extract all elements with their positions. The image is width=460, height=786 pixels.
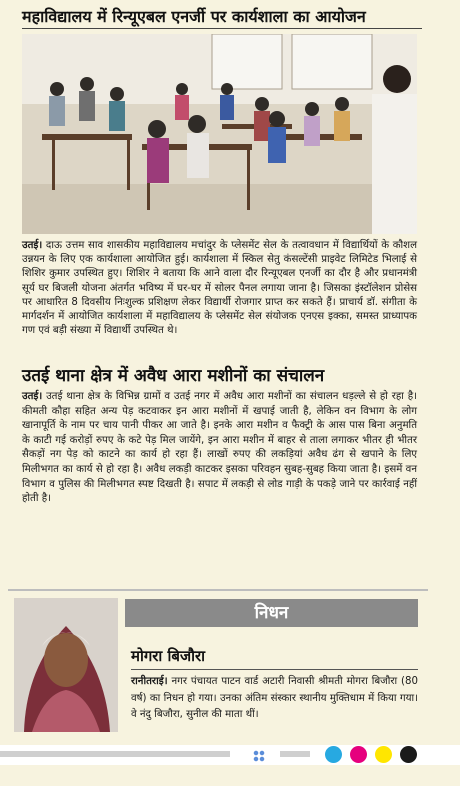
print-registration-bar xyxy=(0,745,460,765)
gray-strip-right xyxy=(280,751,310,757)
article2-text: उतई थाना क्षेत्र के विभिन्न ग्रामों व उतई नगर में अवैध आरा मशीनों का संचालन धड़ल्ले से हो रहा है। कीमती कौहा सहित अन्य पेड़ कटवाकर इन आरा मशीनों में खपाई जाती है, लेकिन वन विभाग के लोग खानापूर्ति के नाम पर चाय पानी पीकर आ जाते है। इनके आरा मशीन व फैक्ट्री के आस पास बिना अनुमति के काटी गई करोड़ों रुपए के कटे पेड़ मिल जायेंगे, इन आरा मशीन में बाहर से ताला लगाकर भीतर ही भीतर सैकड़ों नग पेड़ को काटने का कार्य हो रहा हैं। लाखों रुपए की लकड़ियां अवैध ढंग से खपाने के लिए मिलीभगत का कार्य से हो रहा है। अवैध लकड़ी काटकर इसका परिवहन सुबह-सुबह किया जाता है। इसमें वन विभाग व पुलिस की मिलीभगत स्पष्ट दिखती है। सपाट में लकड़ी से लोड गाड़ी के पकड़े जाने पर कार्रवाई नहीं होती है। xyxy=(22,391,417,505)
section-divider xyxy=(8,589,428,591)
article2-body xyxy=(22,390,417,507)
black-dot-icon xyxy=(400,746,417,763)
gray-strip-left xyxy=(0,751,230,757)
obituary-rule xyxy=(131,669,418,670)
obituary-photo xyxy=(14,598,118,732)
article2-headline: उतई थाना क्षेत्र में अवैध आरा मशीनों का संचालन xyxy=(22,366,325,386)
article-headline: महाविद्यालय में रिन्यूएबल एनर्जी पर कार्यशाला का आयोजन xyxy=(22,6,422,29)
yellow-dot-icon xyxy=(375,746,392,763)
obituary-text: नगर पंचायत पाटन वार्ड अटारी निवासी श्रीमती मोगरा बिजौरा (80 वर्ष) का निधन हो गया। उनका अंतिम संस्कार स्थानीय मुक्तिधाम में किया गया। वे नंदु बिजौरा, सुनील की माता थीं। xyxy=(131,676,418,720)
magenta-dot-icon xyxy=(350,746,367,763)
portrait-image xyxy=(14,598,118,732)
cyan-dot-icon xyxy=(325,746,342,763)
obituary-name: मोगरा बिजौरा xyxy=(131,647,206,665)
obituary-body xyxy=(131,674,418,724)
classroom-image xyxy=(22,34,417,234)
obituary-banner: निधन xyxy=(125,599,418,627)
article-body xyxy=(22,239,417,338)
article2-dateline: उतई। xyxy=(22,391,43,402)
workshop-photo xyxy=(22,34,417,234)
obituary-dateline: रानीतराई। xyxy=(131,676,168,687)
article-dateline: उतई। xyxy=(22,240,43,251)
article-text: दाऊ उत्तम साव शासकीय महाविद्यालय मचांदुर के प्लेसमेंट सेल के तत्वावधान में विद्यार्थियों के कौशल उन्नयन के लिए एक कार्यशाला आयोजित हुई। कार्यशाला में स्किल सेतु कंसल्टेंसी प्राइवेट लिमिटेड भिलाई से शिशिर कुमार उपस्थित हुए। शिशिर ने बताया कि आने वाला दौर रिन्यूएबल एनर्जी का दौर है और प्रधानमंत्री सूर्य घर बिजली योजना अंतर्गत भविष्य में घर-घर में सोलर पैनल लगाया जाना है। जिसका इंस्टॉलेशन प्रोसेस पर आधारित 8 दिवसीय निःशुल्क प्रशिक्षण लेकर विद्यार्थी रोजगार प्राप्त कर सकते हैं। प्राचार्य डॉ. संगीता के मार्गदर्शन में आयोजित कार्यशाला में महाविद्यालय के प्लेसमेंट सेल संयोजक एनएस इक्का, समस्त प्राध्यापक गण एवं बड़ी संख्या में विद्यार्थी उपस्थित थे। xyxy=(22,240,417,337)
dot-pattern-icon xyxy=(253,750,265,762)
